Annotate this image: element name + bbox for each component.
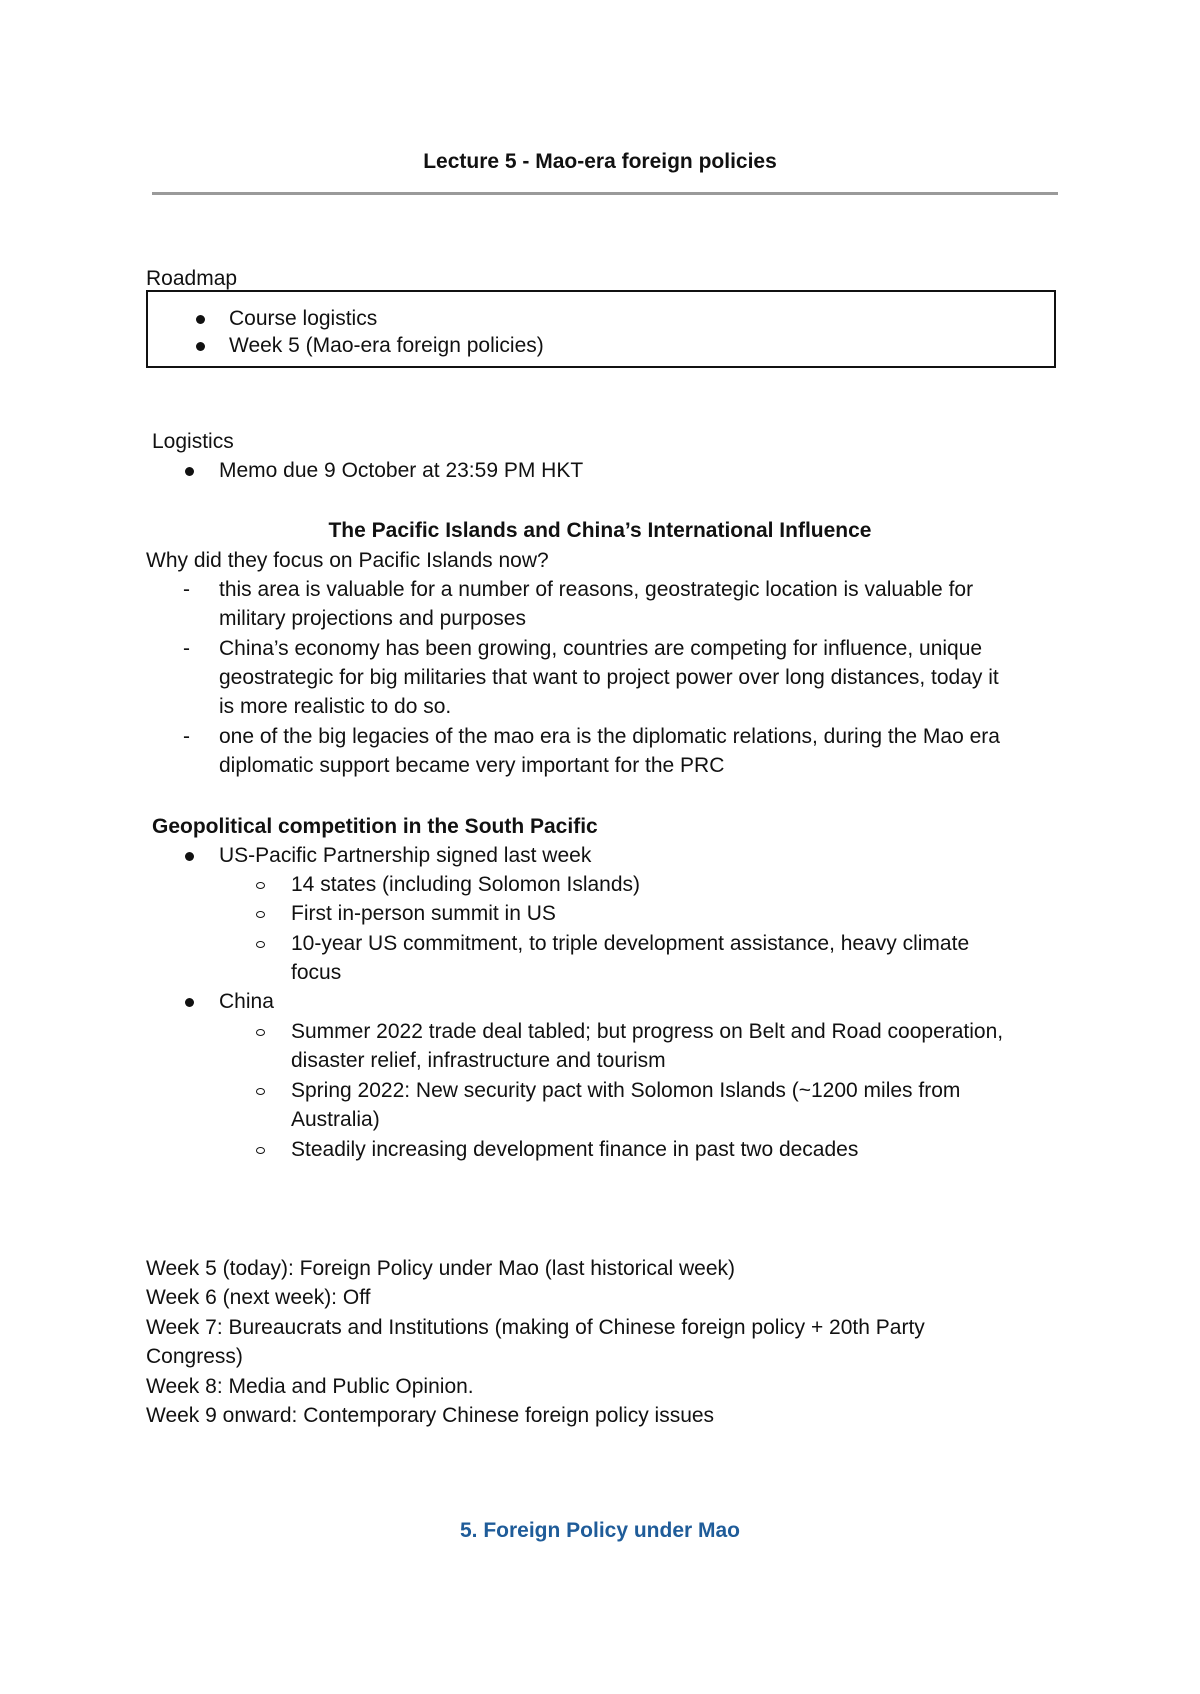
pacific-point-line: one of the big legacies of the mao era is the diplomatic relations, during the Mao era — [219, 725, 1000, 748]
schedule-line: Week 7: Bureaucrats and Institutions (making of Chinese foreign policy + 20th Party — [146, 1316, 925, 1339]
logistics-label: Logistics — [152, 430, 234, 453]
geopolitical-heading: Geopolitical competition in the South Pacific — [152, 815, 598, 838]
schedule-line: Week 9 onward: Contemporary Chinese foreign policy issues — [146, 1404, 715, 1427]
china-sub-item: Summer 2022 trade deal tabled; but progress on Belt and Road cooperation, — [291, 1020, 1004, 1043]
dash-marker: - — [183, 637, 190, 660]
us-sub-item: 14 states (including Solomon Islands) — [291, 873, 641, 896]
dash-marker: - — [183, 725, 190, 748]
pacific-question: Why did they focus on Pacific Islands now? — [146, 549, 549, 572]
roadmap-item: Week 5 (Mao-era foreign policies) — [229, 334, 544, 357]
schedule-line: Week 8: Media and Public Opinion. — [146, 1375, 474, 1398]
pacific-point-line: China’s economy has been growing, countries are competing for influence, unique — [219, 637, 983, 660]
us-sub-item: focus — [291, 961, 342, 984]
pacific-point-line: diplomatic support became very important for the PRC — [219, 754, 725, 777]
logistics-item: Memo due 9 October at 23:59 PM HKT — [219, 459, 584, 482]
pacific-heading: The Pacific Islands and China’s International Influence — [328, 519, 872, 542]
pacific-point-line: geostrategic for big militaries that want to project power over long distances, today it — [219, 666, 999, 689]
us-sub-item: First in-person summit in US — [291, 902, 556, 925]
title-divider — [152, 192, 1058, 195]
china-sub-item: Australia) — [291, 1108, 380, 1131]
schedule-line: Week 6 (next week): Off — [146, 1286, 371, 1309]
schedule-line: Week 5 (today): Foreign Policy under Mao (last historical week) — [146, 1257, 736, 1280]
pacific-point-line: military projections and purposes — [219, 607, 526, 630]
china-sub-item: disaster relief, infrastructure and tourism — [291, 1049, 666, 1072]
china-sub-item: Spring 2022: New security pact with Solomon Islands (~1200 miles from — [291, 1079, 961, 1102]
dash-marker: - — [183, 578, 190, 601]
pacific-point-line: this area is valuable for a number of reasons, geostrategic location is valuable for — [219, 578, 974, 601]
section-heading: 5. Foreign Policy under Mao — [459, 1519, 741, 1542]
schedule-line: Congress) — [146, 1345, 243, 1368]
roadmap-label: Roadmap — [146, 267, 238, 290]
china-sub-item: Steadily increasing development finance in past two decades — [291, 1138, 859, 1161]
us-partnership-item: US-Pacific Partnership signed last week — [219, 844, 592, 867]
china-item: China — [219, 990, 274, 1013]
us-sub-item: 10-year US commitment, to triple development assistance, heavy climate — [291, 932, 970, 955]
roadmap-item: Course logistics — [229, 307, 378, 330]
pacific-point-line: is more realistic to do so. — [219, 695, 452, 718]
page-title: Lecture 5 - Mao-era foreign policies — [423, 150, 777, 173]
